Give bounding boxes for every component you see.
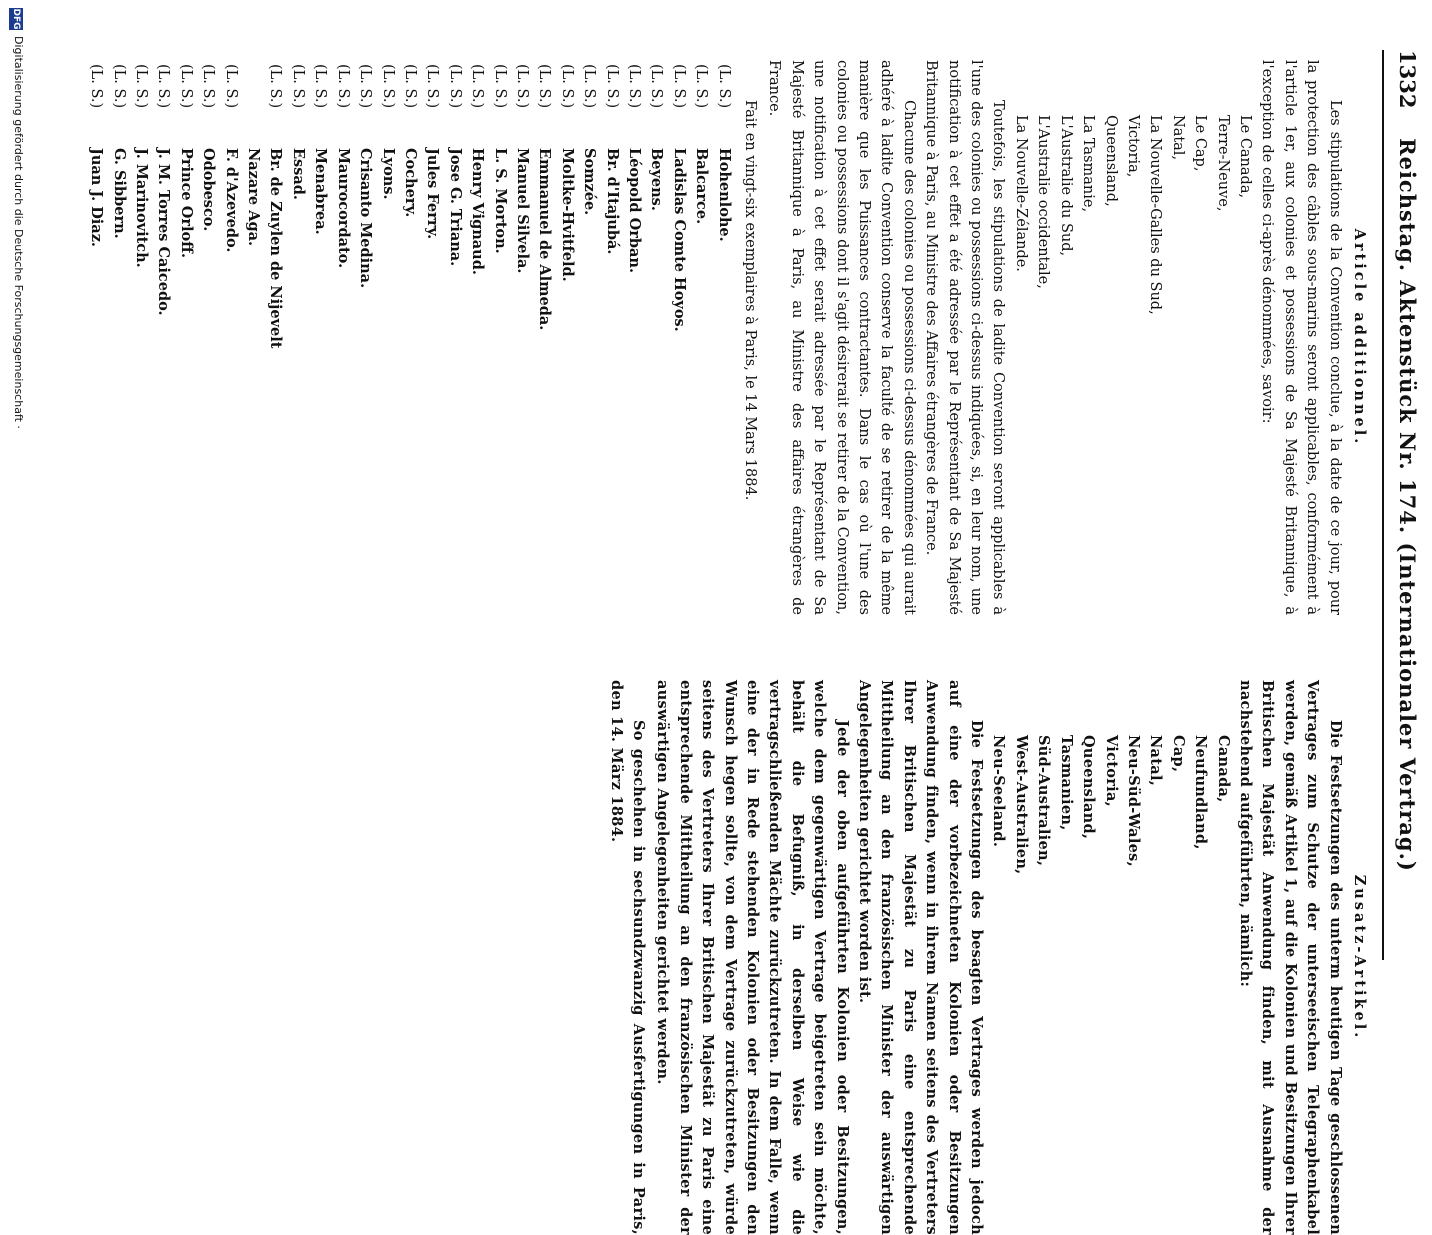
seal-mark: (L. S.) (581, 64, 598, 109)
seal-mark: (L. S.) (267, 64, 284, 109)
seal-mark: (L. S.) (155, 64, 172, 109)
list-item: Süd-Australien, (1035, 735, 1053, 867)
signature-row (555, 60, 577, 615)
seal-mark: (L. S.) (200, 64, 217, 109)
list-item: Natal, (1169, 115, 1186, 161)
list-item: Le Canada, (1236, 115, 1253, 199)
signatory-name: Balcarce. (693, 148, 711, 225)
seal-mark: (L. S.) (357, 64, 374, 109)
list-item: Neu-Seeland. (990, 735, 1008, 848)
list-item: Neu-Süd-Wales, (1124, 735, 1142, 867)
signatory-name: Somzée. (581, 148, 599, 216)
seal-mark: (L. S.) (379, 64, 396, 109)
seal-mark: (L. S.) (469, 64, 486, 109)
signatory-name: J. Marinovitch. (133, 148, 151, 268)
signature-row (600, 60, 622, 615)
list-item: Terre-Neuve, (1214, 115, 1231, 212)
signature-row (331, 60, 353, 615)
signatory-name: Léopold Orban. (626, 148, 643, 273)
signatory-name: Menabrea. (312, 148, 330, 235)
signature-row (152, 60, 174, 615)
seal-mark: (L. S.) (693, 64, 710, 109)
french-paragraph-3: Chacune des colonies ou possessions ci-dessus dénommées qui aurait adhéré à ladite Convention conserve la faculté de se retirer de la même manière que les Puissances contractantes. Dans le cas où l'une des colonies ou possessions dont il s'agit désirerait se retirer de la Convention, une notification à cet effet serait adressée par le Représentant de Sa Majesté Britannique à Paris, au Ministre des affaires étrangères de France. (766, 60, 917, 615)
seal-mark: (L. S.) (88, 64, 105, 109)
list-item: Victoria, (1124, 115, 1141, 178)
seal-mark: (L. S.) (648, 64, 665, 109)
seal-mark (242, 64, 264, 134)
seal-mark: (L. S.) (603, 64, 620, 109)
signature-row (712, 60, 734, 615)
signatory-name: Ladislas Comte Hoyos. (670, 148, 688, 332)
list-item: Cap, (1169, 735, 1187, 773)
list-item: Natal, (1147, 735, 1165, 787)
signature-row (354, 60, 376, 615)
signatory-name: Beyens. (648, 148, 666, 211)
seal-mark: (L. S.) (334, 64, 351, 109)
seal-mark: (L. S.) (177, 64, 194, 109)
seal-mark: (L. S.) (289, 64, 306, 109)
signature-row (488, 60, 510, 615)
signature-row (376, 60, 398, 615)
signatory-name: Cochery. (401, 148, 419, 218)
signatory-name: Br. de Zuylen de Nijevelt (267, 148, 285, 349)
signature-row (174, 60, 196, 615)
french-intro: Les stipulations de la Convention conclue, à la date de ce jour, pour la protection des câbles sous-marins seront applicables, conformément à l'article 1er, aux colonies et possessions de Sa Majesté Britannique, à l'exception de celles ci-après dénommées, savoir: (1259, 60, 1343, 615)
dfg-logo-icon: DFG (11, 8, 21, 30)
signatory-name: Br. d'Itajubá. (603, 148, 621, 255)
signatory-name: Hohenlohe. (715, 148, 733, 242)
german-paragraph-3: Jede der oben aufgeführten Kolonien oder Besitzungen, welche dem gegenwärtigen Vertrage beigetreten sein möchte, behält die Befugniß, in derselben Weise wie die vertragschließenden Mächte zurückzutreten. In dem Falle, wenn eine der in Rede stehenden Kolonien oder Besitzungen den Wunsch hegen sollte, von dem Vertrage zurückzutreten, würde seitens des Vertreters Ihrer Britischen Majestät zu Paris eine entsprechende Mittheilung an den französischen Minister der auswärtigen Angelegenheiten gerichtet werden. (654, 680, 851, 1235)
german-colonies-list (987, 680, 1233, 1235)
signatory-name: L. S. Morton. (491, 148, 509, 254)
signatory-name: F. d'Azevedo. (222, 148, 240, 253)
list-item: L'Australie occidentale, (1035, 115, 1052, 289)
signatory-name: Prince Orloff. (177, 148, 195, 259)
seal-mark: (L. S.) (513, 64, 530, 109)
signature-row (242, 60, 264, 615)
seal-mark: (L. S.) (312, 64, 329, 109)
french-paragraph-2: Toutefois, les stipulations de ladite Convention seront applicables à l'une des colonies ou possessions ci-dessus indiquées, si, en leur nom, une notification à cet effet a été adressée par le Représentant de Sa Majesté Britannique à Paris, au Ministre des Affaires étrangères de France. (923, 60, 1007, 615)
signature-row (443, 60, 465, 615)
german-paragraph-2: Die Festsetzungen des besagten Vertrages werden jedoch auf eine der vorbezeichneten Kolonien oder Besitzungen Anwendung finden, wenn in ihrem Namen seitens des Vertreters Ihrer Britischen Majestät zu Paris eine entsprechende Mittheilung an den französischen Minister der auswärtigen Angelegenheiten gerichtet worden ist. (856, 680, 986, 1235)
signatory-name: Maurocordato. (334, 148, 352, 269)
signatory-name: G. Sibbern. (110, 148, 128, 239)
signatory-name: Emmanuel de Almeda. (536, 148, 554, 331)
signature-row (578, 60, 600, 615)
signature-row (466, 60, 488, 615)
signature-row (219, 60, 241, 615)
seal-mark: (L. S.) (222, 64, 239, 109)
german-column (604, 680, 1370, 1235)
signatory-name: Moltke-Hvitfeld. (558, 148, 576, 282)
list-item: Queensland, (1102, 115, 1119, 207)
signatory-name: Jules Ferry. (424, 148, 442, 240)
german-heading: Zusatz-Artikel. (1351, 874, 1368, 1041)
signature-row (623, 60, 645, 615)
page-header (1382, 50, 1424, 960)
signature-row (645, 60, 667, 615)
signature-row (309, 60, 331, 615)
signatory-name: J. M. Torres Caicedo. (155, 148, 173, 316)
signature-row (690, 60, 712, 615)
list-item: Queensland, (1080, 735, 1098, 840)
signatory-name: Juan J. Diaz. (88, 148, 106, 247)
signature-row (399, 60, 421, 615)
list-item: West-Australien, (1012, 735, 1030, 875)
list-item: Neufundland, (1192, 735, 1210, 850)
list-item: Victoria, (1102, 735, 1120, 807)
signature-row (197, 60, 219, 615)
signature-row (421, 60, 443, 615)
french-closing: Fait en vingt-six exemplaires à Paris, le 14 Mars 1884. (742, 100, 759, 501)
seal-mark: (L. S.) (133, 64, 150, 109)
page-number: 1332 (1395, 50, 1420, 109)
signature-row (130, 60, 152, 615)
list-item: L'Australie du Sud, (1057, 115, 1074, 257)
signature-list (85, 60, 735, 615)
french-column (85, 60, 1370, 615)
signatory-name: Nazare Aga. (245, 148, 263, 247)
seal-mark: (L. S.) (715, 64, 732, 109)
seal-mark: (L. S.) (110, 64, 127, 109)
french-colonies-list (1010, 60, 1256, 615)
list-item: La Tasmanie, (1080, 115, 1097, 213)
list-item: La Nouvelle-Zélande. (1012, 115, 1029, 272)
german-closing: So geschehen in sechsundzwanzig Ausfertigungen in Paris, den 14. März 1884. (607, 680, 647, 1235)
digitization-footer (5, 0, 27, 1000)
signature-row (264, 60, 286, 615)
french-heading: Article additionnel. (1351, 228, 1368, 447)
seal-mark: (L. S.) (626, 64, 642, 109)
seal-mark: (L. S.) (446, 64, 463, 109)
seal-mark: (L. S.) (536, 64, 553, 109)
german-intro: Die Festsetzungen des unterm heutigen Tage geschlossenen Vertrages zum Schutze der unterseeischen Telegraphenkabel werden, gemäß Artikel 1, auf die Kolonien und Besitzungen Ihrer Britischen Majestät Anwendung finden, mit Ausnahme der nachstehend aufgeführten, nämlich: (1236, 680, 1344, 1235)
signature-row (511, 60, 533, 615)
signature-row (85, 60, 107, 615)
seal-mark: (L. S.) (558, 64, 575, 109)
signature-row (287, 60, 309, 615)
list-item: Canada, (1214, 735, 1232, 803)
signatory-name: Odobesco. (200, 148, 218, 232)
seal-mark: (L. S.) (424, 64, 441, 109)
signatory-name: Henry Vignaud. (469, 148, 487, 275)
list-item: Le Cap, (1192, 115, 1209, 172)
signature-row (667, 60, 689, 615)
signature-row (533, 60, 555, 615)
signatory-name: Lyons. (379, 148, 397, 200)
list-item: Tasmanien, (1057, 735, 1075, 831)
seal-mark: (L. S.) (670, 64, 687, 109)
signature-row (107, 60, 129, 615)
signatory-name: Jose G. Triana. (446, 148, 464, 267)
signatory-name: Crisanto Medina. (357, 148, 375, 289)
seal-mark: (L. S.) (401, 64, 418, 109)
running-title: Reichstag. Aktenstück Nr. 174. (Internationaler Vertrag.) (1395, 138, 1420, 872)
list-item: La Nouvelle-Galles du Sud, (1147, 115, 1164, 315)
digitization-credit: Digitalisierung gefördert durch die Deutsche Forschungsgemeinschaft · (12, 36, 25, 429)
signatory-name: Essad. (289, 148, 307, 200)
signatory-name: Manuel Silvela. (513, 148, 531, 274)
seal-mark: (L. S.) (491, 64, 508, 109)
